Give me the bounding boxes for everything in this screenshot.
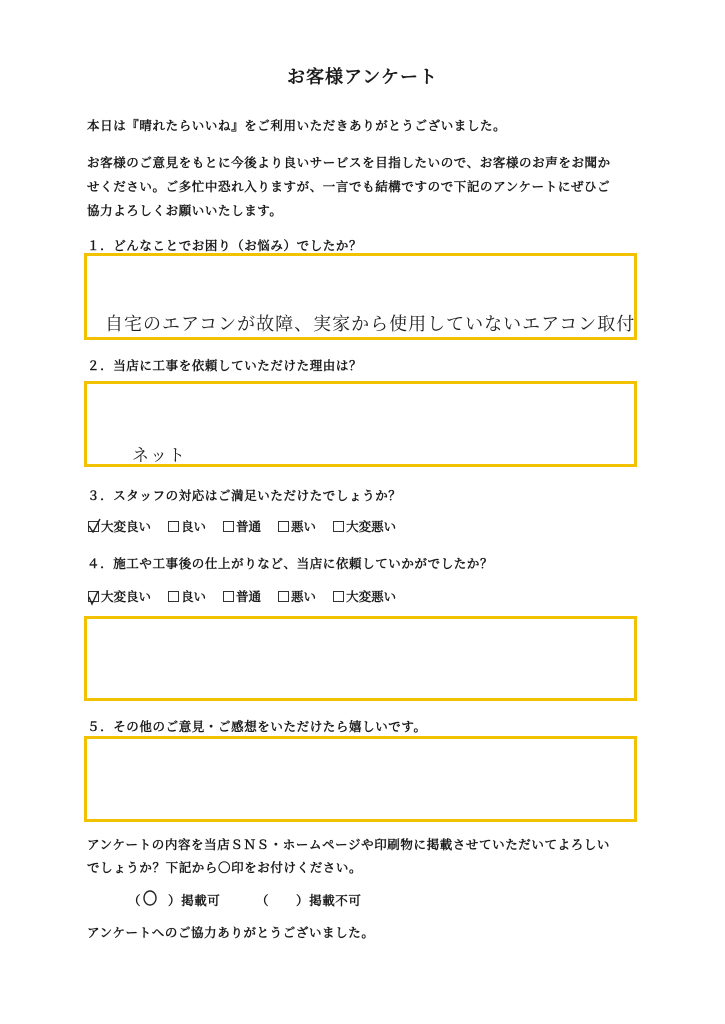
- checkbox[interactable]: [168, 521, 179, 532]
- q4-option-very-bad[interactable]: 大変悪い: [333, 587, 396, 605]
- question-2-answer-box[interactable]: [84, 381, 637, 467]
- checkbox[interactable]: [223, 591, 234, 602]
- intro-line-3: せください。ご多忙中恐れ入りますが、一言でも結構ですので下記のアンケートにぜひご: [87, 179, 611, 194]
- question-2-label: ２．当店に工事を依頼していただけた理由は？: [87, 358, 363, 373]
- checkmark-icon: [88, 518, 102, 534]
- consent-deny-open: （: [256, 893, 270, 908]
- checkbox[interactable]: [278, 521, 289, 532]
- q3-option-bad[interactable]: 悪い: [278, 517, 316, 535]
- checkbox[interactable]: [278, 591, 289, 602]
- consent-allow-open: （: [128, 893, 142, 908]
- checkbox[interactable]: [88, 521, 99, 532]
- q4-option-good[interactable]: 良い: [168, 587, 206, 605]
- question-1-label: １．どんなことでお困り（お悩み）でしたか？: [87, 238, 363, 253]
- q4-option-very-good[interactable]: 大変良い: [88, 587, 151, 605]
- consent-deny-option[interactable]: ）掲載不可: [296, 893, 362, 908]
- question-1-answer-box[interactable]: [84, 253, 637, 340]
- checkmark-icon: [88, 588, 102, 606]
- q3-option-very-good[interactable]: 大変良い: [88, 517, 151, 535]
- checkbox[interactable]: [223, 521, 234, 532]
- checkbox[interactable]: [88, 591, 99, 602]
- q3-option-average[interactable]: 普通: [223, 517, 261, 535]
- q3-option-very-bad[interactable]: 大変悪い: [333, 517, 396, 535]
- consent-line-1: アンケートの内容を当店ＳＮＳ・ホームページや印刷物に掲載させていただいてよろしい: [87, 837, 611, 852]
- checkbox[interactable]: [333, 591, 344, 602]
- intro-line-4: 協力よろしくお願いいたします。: [87, 203, 283, 218]
- question-5-answer-box[interactable]: [84, 736, 637, 822]
- checkbox[interactable]: [333, 521, 344, 532]
- q4-option-average[interactable]: 普通: [223, 587, 261, 605]
- question-2-answer: ネット: [132, 446, 186, 466]
- closing-thanks: アンケートへのご協力ありがとうございました。: [87, 925, 375, 940]
- selected-circle-icon: [140, 888, 160, 908]
- intro-line-2: お客様のご意見をもとに今後より良いサービスを目指したいので、お客様のお声をお聞か: [87, 155, 611, 170]
- checkbox[interactable]: [168, 591, 179, 602]
- consent-line-2: でしょうか？下記から〇印をお付けください。: [87, 860, 363, 875]
- question-3-options: [88, 517, 413, 535]
- page-title: お客様アンケート: [287, 67, 438, 88]
- question-4-label: ４．施工や工事後の仕上がりなど、当店に依頼していかがでしたか？: [87, 556, 494, 571]
- question-5-label: ５．その他のご意見・ご感想をいただけたら嬉しいです。: [87, 719, 427, 734]
- intro-thanks: 本日は『晴れたらいいね』をご利用いただきありがとうございました。: [87, 118, 507, 133]
- question-1-answer: 自宅のエアコンが故障、実家から使用していないエアコン取付: [105, 314, 636, 335]
- question-3-label: ３．スタッフの対応はご満足いただけたでしょうか？: [87, 488, 402, 503]
- q3-option-good[interactable]: 良い: [168, 517, 206, 535]
- question-4-answer-box[interactable]: [84, 616, 637, 701]
- consent-allow-option[interactable]: ）掲載可: [168, 893, 221, 908]
- q4-option-bad[interactable]: 悪い: [278, 587, 316, 605]
- question-4-options: [88, 587, 413, 605]
